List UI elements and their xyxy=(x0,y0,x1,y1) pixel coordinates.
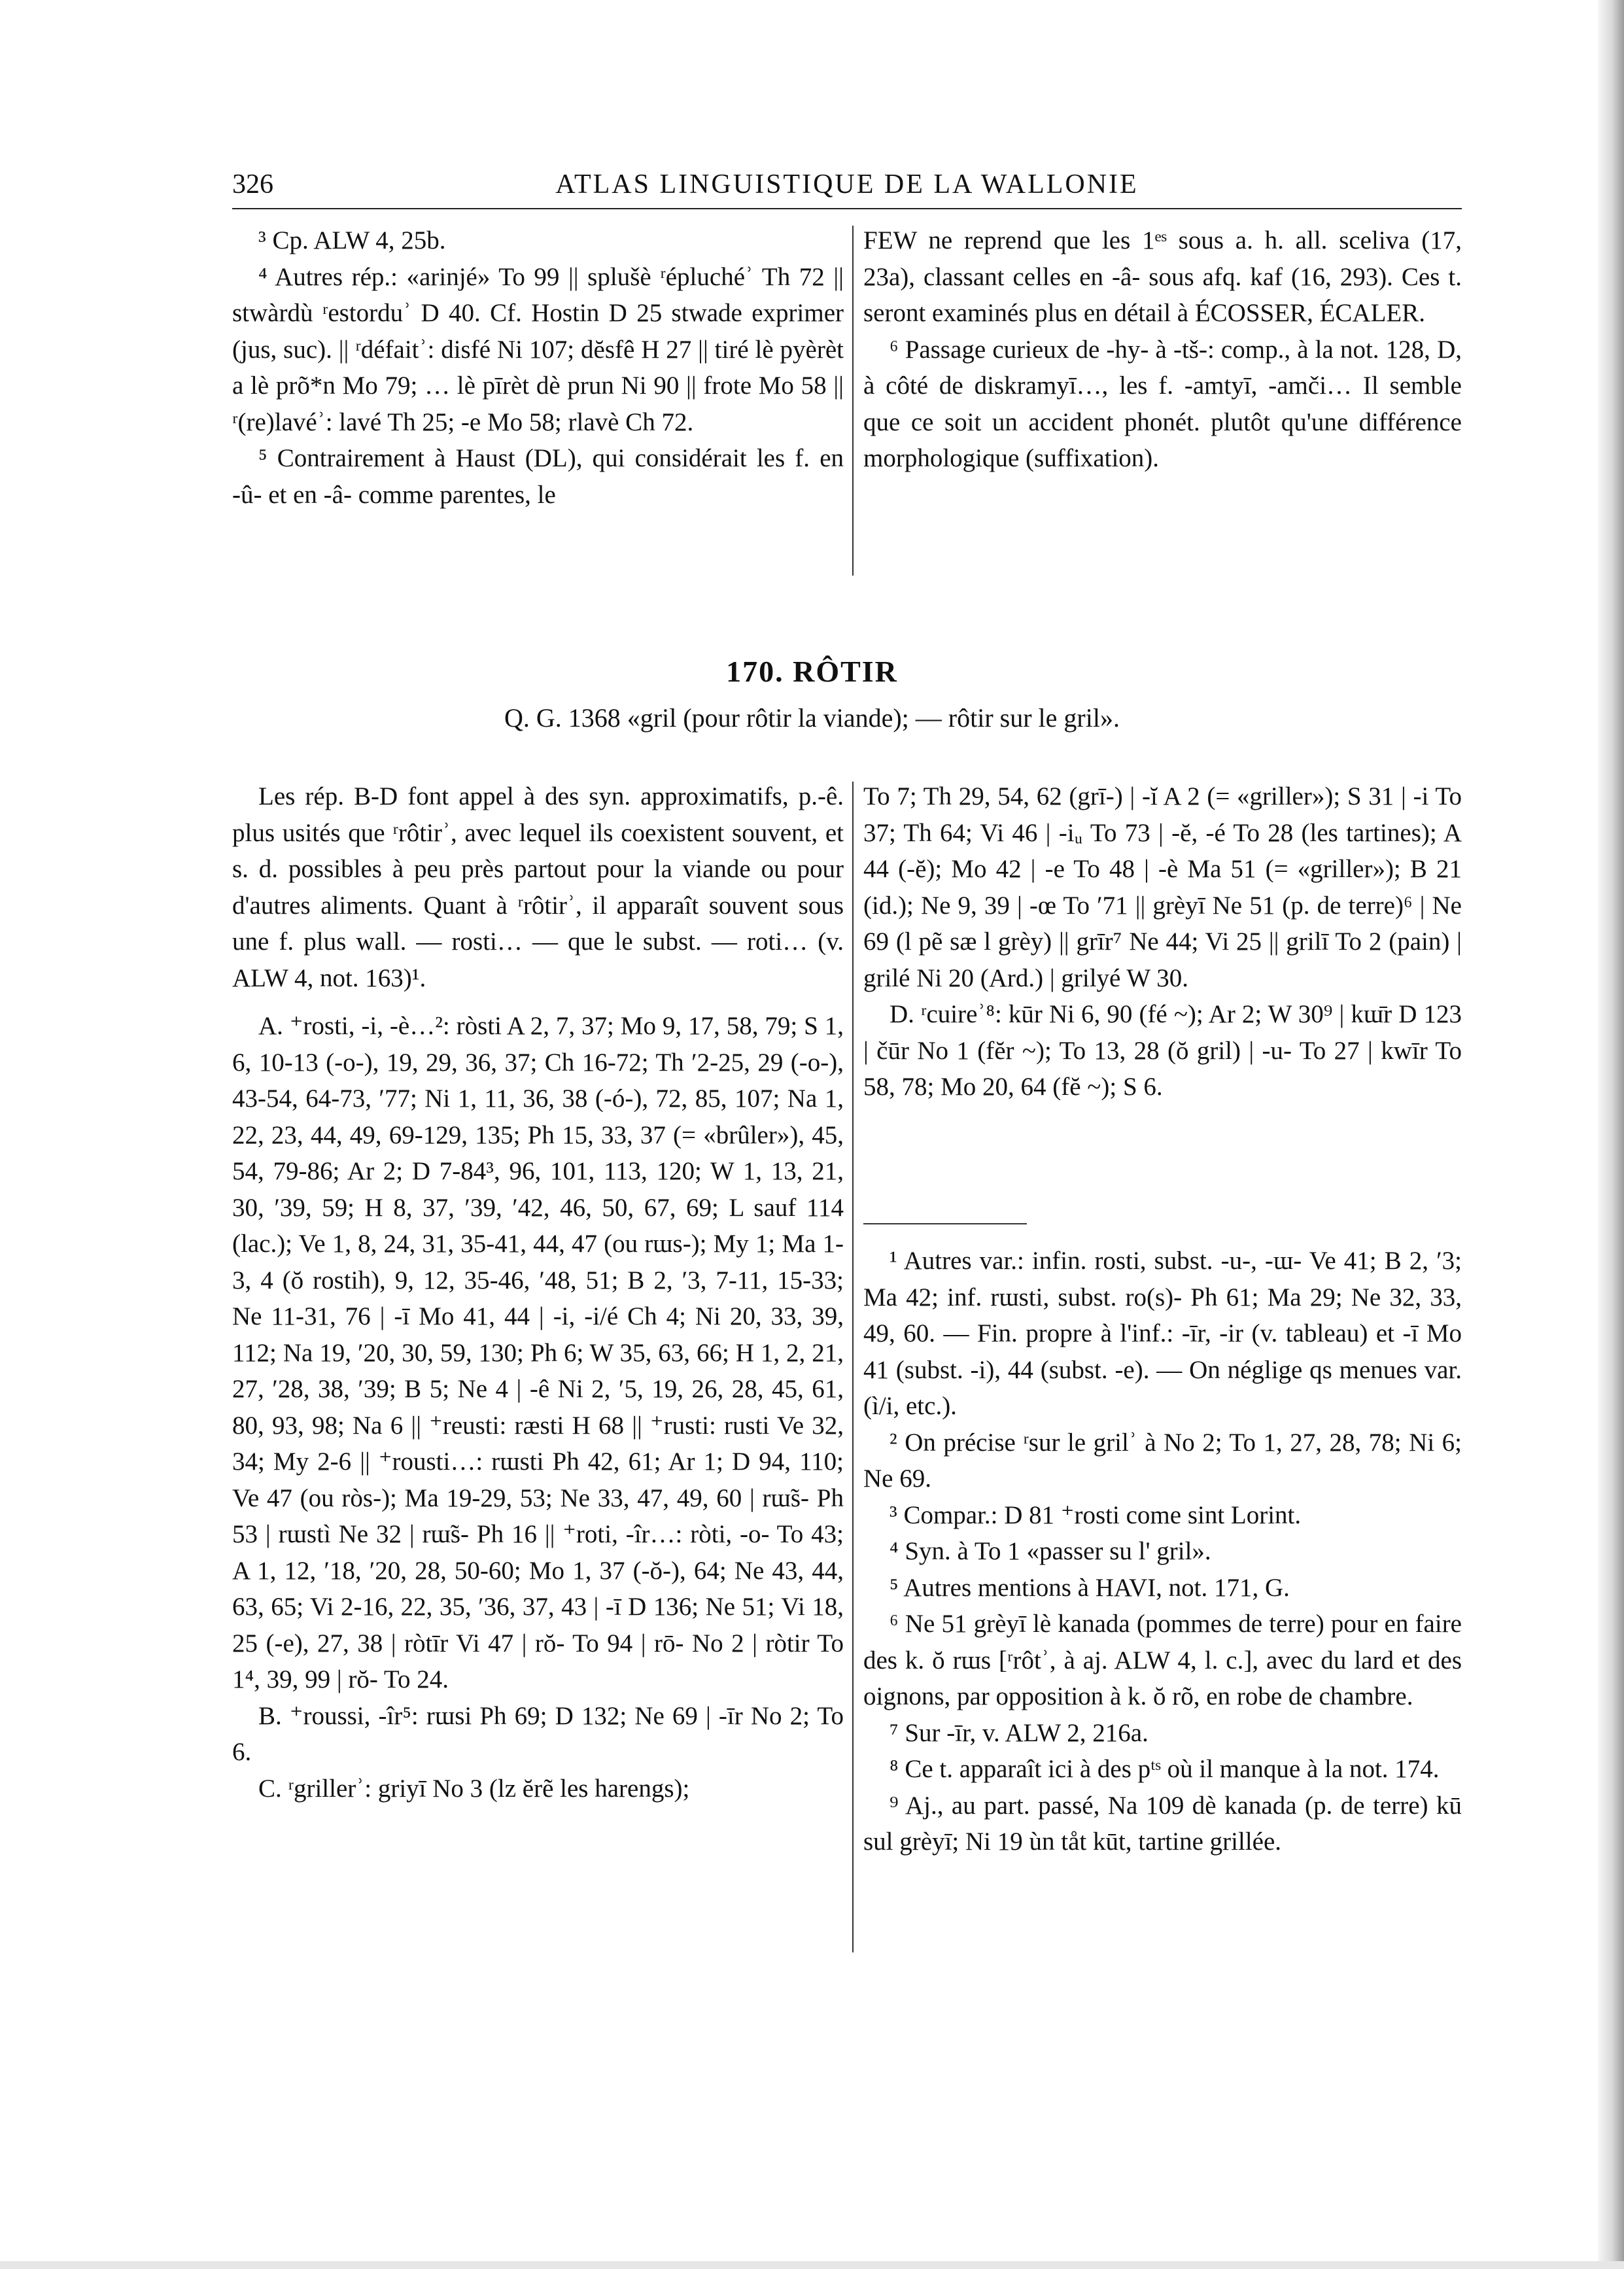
entry-c-continued: To 7; Th 29, 54, 62 (grī-) | -ĭ A 2 (= «griller»); S 31 | -i To 37; Th 64; Vi 46 | -iᵤ To 73 | -ĕ, -é To 28 (les tartines); A 44 (-ĕ); Mo 42 | -e To 48 | -è Ma 51 (= «griller»); B 21 (id.); Ne 9, 39 | -œ To ′71 || grèyī Ne 51 (p. de terre)⁶ | Ne 69 (l pẽ sæ l grèy) || grīr⁷ Ne 44; Vi 25 || grilī To 2 (pain) | grilé Ni 20 (Ard.) | grilyé W 30. xyxy=(863,782,1462,992)
top-notes-right xyxy=(863,222,1462,477)
section-title: 170. RÔTIR xyxy=(726,655,898,688)
running-title: ATLAS LINGUISTIQUE DE LA WALLONIE xyxy=(555,169,1139,199)
page-number: 326 xyxy=(232,169,273,199)
page-bottom-edge xyxy=(0,2261,1624,2269)
entry-b: B. ⁺roussi, -îr⁵: rɯsi Ph 69; D 132; Ne 69 | -īr No 2; To 6. xyxy=(232,1701,844,1766)
note-4: ⁴ Syn. à To 1 «passer su l' gril». xyxy=(890,1537,1211,1565)
running-header xyxy=(232,169,1462,209)
main-text-right xyxy=(863,778,1462,1105)
column-separator-top xyxy=(852,226,854,576)
page-edge-shadow xyxy=(1598,0,1624,2269)
note-6: ⁶ Ne 51 grèyī lè kanada (pommes de terre) pour en faire des k. ŏ rɯs [ʳrôtʾ, à aj. ALW 4, l. c.], avec du lard et des oignons, par opposition à k. ŏ rõ, en robe de chambre. xyxy=(863,1610,1462,1710)
footnote-3: ³ Cp. ALW 4, 25b. xyxy=(258,226,446,254)
intro-paragraph: Les rép. B-D font appel à des syn. approximatifs, p.-ê. plus usités que ʳrôtirʾ, avec lequel ils coexistent souvent, et s. d. possibles à peu près partout pour la viande ou pour d'autres aliments. Quant à ʳrôtirʾ, il apparaît souvent sous une f. plus wall. — rosti… — que le subst. — roti… (v. ALW 4, not. 163)¹. xyxy=(232,782,844,992)
footnote-6: ⁶ Passage curieux de -hy- à -tš-: comp., à la not. 128, D, à côté de diskramyī…, les f. -amtyī, -amči… Il semble que ce soit un accident phonét. plutôt qu'une différence morphologique (suffixation). xyxy=(863,335,1462,472)
main-text-left xyxy=(232,778,844,1807)
footnote-5: ⁵ Contrairement à Haust (DL), qui considérait les f. en -û- et en -â- comme parentes, le xyxy=(232,444,844,509)
note-7: ⁷ Sur -īr, v. ALW 2, 216a. xyxy=(890,1718,1149,1747)
footnote-rule xyxy=(863,1223,1027,1224)
note-3: ³ Compar.: D 81 ⁺rosti come sint Lorint. xyxy=(890,1500,1302,1529)
note-5: ⁵ Autres mentions à HAVI, not. 171, G. xyxy=(890,1573,1290,1602)
entry-d: D. ʳcuireʾ⁸: kūr Ni 6, 90 (fé ~); Ar 2; W 30⁹ | kɯ̄r D 123 | čūr No 1 (fĕr ~); To 13, 28 (ŏ gril) | -u- To 27 | kwīr To 58, 78; Mo 20, 64 (fĕ ~); S 6. xyxy=(863,1000,1462,1101)
bottom-footnotes xyxy=(863,1243,1462,1860)
entry-a: A. ⁺rosti, -i, -è…²: ròsti A 2, 7, 37; Mo 9, 17, 58, 79; S 1, 6, 10-13 (-o-), 19, 29, 36, 37; Ch 16-72; Th ′2-25, 29 (-o-), 43-54, 64-73, ′77; Ni 1, 11, 36, 38 (-ó-), 72, 85, 107; Na 1, 22, 23, 44, 49, 69-129, 135; Ph 15, 33, 37 (= «brûler»), 45, 54, 79-86; Ar 2; D 7-84³, 96, 101, 113, 120; W 1, 13, 21, 30, ′39, 59; H 8, 37, ′39, ′42, 46, 50, 67, 69; L sauf 114 (lac.); Ve 1, 8, 24, 31, 35-41, 44, 47 (ou rɯs-); My 1; Ma 1-3, 4 (ŏ rostih), 9, 12, 35-46, ′48, 51; B 2, ′3, 7-11, 15-33; Ne 11-31, 76 | -ī Mo 41, 44 | -i, -i/é Ch 4; Ni 20, 33, 39, 112; Na 19, ′20, 30, 59, 130; Ph 6; W 35, 63, 66; H 1, 2, 21, 27, ′28, 38, ′39; B 5; Ne 4 | -ê Ni 2, ′5, 19, 26, 28, 45, 61, 80, 93, 98; Na 6 || ⁺reusti: ræsti H 68 || ⁺rusti: rusti Ve 32, 34; My 2-6 || ⁺rousti…: rɯsti Ph 42, 61; Ar 1; D 94, 110; Ve 47 (ou ròs-); Ma 19-29, 53; Ne 33, 47, 49, 60 | rɯ̃s- Ph 53 | rɯstì Ne 32 | rɯ̃s- Ph 16 || ⁺roti, -îr…: ròti, -o- To 43; A 1, 12, ′18, ′20, 28, 50-60; Mo 1, 37 (-ŏ-), 64; Ne 43, 44, 63, 65; Vi 2-16, 22, 35, ′36, 37, 43 | -ī D 136; Ne 51; Vi 18, 25 (-e), 27, 38 | ròtīr Vi 47 | rŏ- To 94 | rō- No 2 | ròtir To 1⁴, 39, 99 | rŏ- To 24. xyxy=(232,1012,844,1693)
footnote-5-continued: FEW ne reprend que les 1ᵉˢ sous a. h. all. sceliva (17, 23a), classant celles en -â- sous afq. kaf (16, 293). Ces t. seront examinés plus en détail à ÉCOSSER, ÉCALER. xyxy=(863,226,1462,327)
column-separator-main xyxy=(852,782,854,1952)
note-9: ⁹ Aj., au part. passé, Na 109 dè kanada (p. de terre) kū sul grèyī; Ni 19 ùn tåt kūt, tartine grillée. xyxy=(863,1791,1462,1856)
footnote-4: ⁴ Autres rép.: «arinjé» To 99 || splušè ʳépluchéʾ Th 72 || stwàrdù ʳestorduʾ D 40. Cf. Hostin D 25 stwade exprimer (jus, suc). || ʳdéfaitʾ: disfé Ni 107; dĕsfê H 27 || tiré lè pyèrèt a lè prõ*n Mo 79; … lè pīrèt dè prun Ni 90 || frote Mo 58 || ʳ(re)lavéʾ: lavé Th 25; -e Mo 58; rlavè Ch 72. xyxy=(232,262,844,436)
entry-c: C. ʳgrillerʾ: griyī No 3 (lz ĕrẽ les harengs); xyxy=(258,1774,690,1803)
note-8: ⁸ Ce t. apparaît ici à des pᵗˢ où il manque à la not. 174. xyxy=(890,1755,1440,1783)
top-notes-left xyxy=(232,222,844,513)
note-1: ¹ Autres var.: infin. rosti, subst. -u-, -ɯ- Ve 41; B 2, ′3; Ma 42; inf. rɯsti, subst. ro(s)- Ph 61; Ma 29; Ne 32, 33, 49, 60. — Fin. propre à l'inf.: -īr, -ir (v. tableau) et -ī Mo 41 (subst. -i), 44 (subst. -e). — On néglige qs menues var. (ì/i, etc.). xyxy=(863,1247,1462,1420)
questionnaire-reference: Q. G. 1368 «gril (pour rôtir la viande); — rôtir sur le gril». xyxy=(504,703,1120,733)
note-2: ² On précise ʳsur le grilʾ à No 2; To 1, 27, 28, 78; Ni 6; Ne 69. xyxy=(863,1428,1462,1493)
